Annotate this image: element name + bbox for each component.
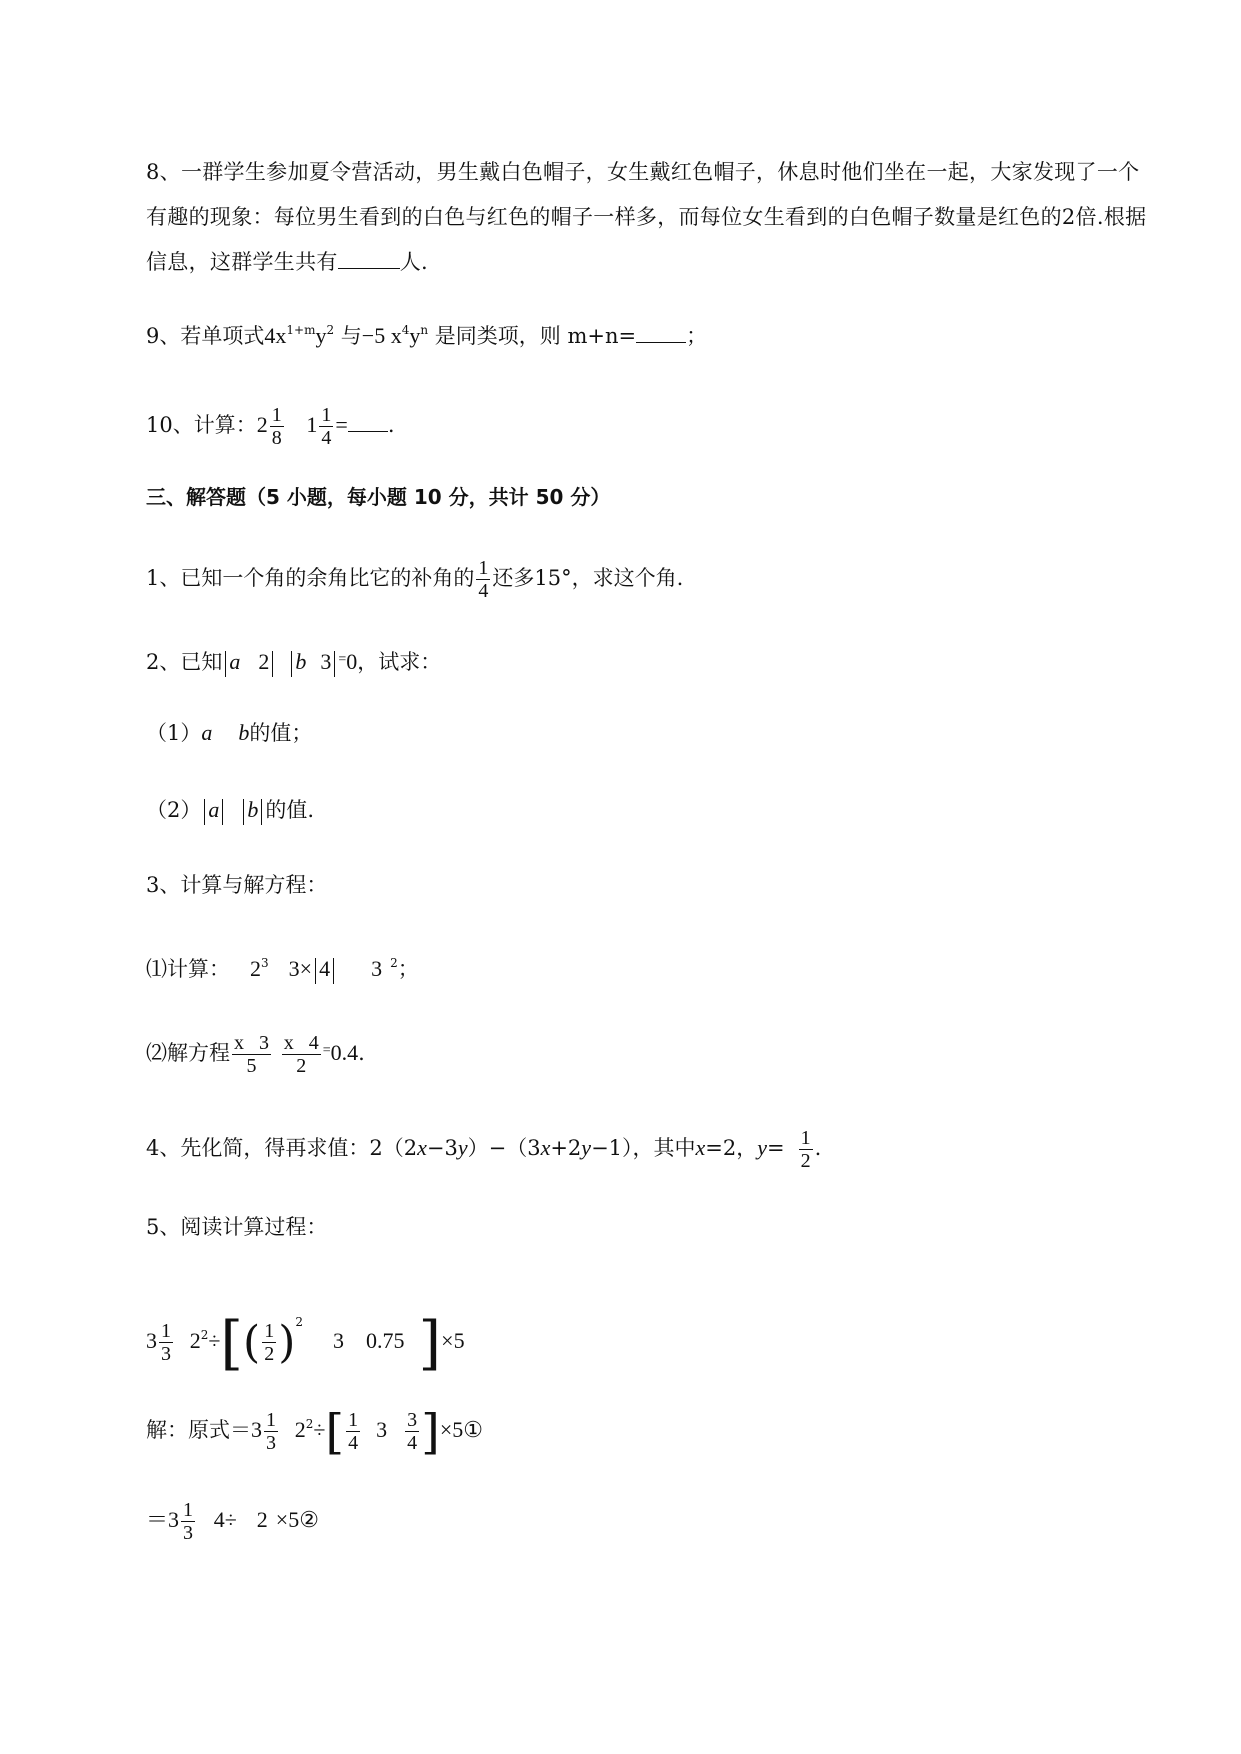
text-run: +2 bbox=[550, 1136, 582, 1160]
term-var: y bbox=[409, 323, 421, 348]
question-9-prefix: 9、若单项式 bbox=[146, 324, 265, 348]
fraction bbox=[232, 1032, 271, 1077]
part-label: ⑵解方程 bbox=[146, 1041, 230, 1065]
question-10-prefix: 10、计算： bbox=[146, 413, 257, 437]
exponent: 1+m bbox=[286, 323, 316, 337]
abs-bar bbox=[291, 651, 292, 677]
var-a: a bbox=[229, 649, 241, 674]
fraction bbox=[405, 1409, 419, 1454]
number: 0.75 bbox=[366, 1328, 405, 1353]
var-x: x bbox=[540, 1135, 551, 1160]
numerator: 1 bbox=[348, 1409, 359, 1431]
problem-4 bbox=[146, 1118, 821, 1178]
denominator: 8 bbox=[271, 427, 282, 449]
problem-3-part-1 bbox=[146, 948, 419, 984]
number: 3 bbox=[376, 1417, 388, 1442]
left-paren: ( bbox=[243, 1316, 261, 1368]
fraction bbox=[264, 1409, 278, 1454]
question-10 bbox=[146, 395, 395, 455]
question-8-tail: 人. bbox=[399, 250, 428, 274]
text-run: ×5① bbox=[439, 1417, 484, 1442]
problem-1-suffix: 还多15°，求这个角. bbox=[492, 566, 684, 590]
numerator: 1 bbox=[183, 1499, 194, 1521]
text-run: −3 bbox=[426, 1136, 458, 1160]
text-run: ）−（3 bbox=[467, 1136, 541, 1160]
solution-label: 解：原式＝ bbox=[146, 1418, 251, 1442]
problem-5-expression bbox=[146, 1282, 465, 1381]
numerator: 1 bbox=[800, 1127, 811, 1149]
question-8-text: 8、一群学生参加夏令营活动，男生戴白色帽子，女生戴红色帽子，休息时他们坐在一起，大家发现了一个有趣的现象：每位男生看到的白色与红色的帽子一样多，而每位女生看到的白色帽子数量是红色的2倍.根据信息，这群学生共有 bbox=[146, 160, 1147, 274]
text-run: . bbox=[814, 1136, 822, 1160]
exponent: 2 bbox=[390, 956, 398, 970]
numerator: 1 bbox=[321, 404, 332, 426]
number: 3 bbox=[333, 1328, 345, 1353]
part-label: ⑴计算： bbox=[146, 957, 230, 981]
question-10-tail: . bbox=[387, 413, 395, 437]
denominator: 4 bbox=[478, 580, 489, 602]
denominator: 4 bbox=[321, 427, 332, 449]
whole-part: 3 bbox=[146, 1328, 157, 1353]
exponent: 2 bbox=[305, 1417, 314, 1431]
divide-sign: ÷ bbox=[208, 1328, 221, 1353]
denominator: 5 bbox=[246, 1055, 257, 1077]
numerator: x 4 bbox=[283, 1032, 319, 1054]
question-9-mid: 与 bbox=[340, 324, 362, 348]
var-y: y bbox=[757, 1135, 768, 1160]
text-run: −1），其中 bbox=[591, 1136, 696, 1160]
part-tail: ； bbox=[397, 957, 419, 981]
whole-part: 2 bbox=[256, 412, 268, 437]
denominator: 2 bbox=[264, 1343, 275, 1365]
problem-2-prefix: 2、已知 bbox=[146, 650, 223, 674]
fraction bbox=[181, 1499, 195, 1544]
problem-2-part-1 bbox=[146, 718, 312, 748]
answer-blank bbox=[636, 324, 686, 343]
denominator: 3 bbox=[183, 1522, 194, 1544]
answer-blank bbox=[348, 413, 388, 432]
question-9-suffix: 是同类项，则 m+n= bbox=[434, 324, 637, 348]
text-run: 4、先化简，得再求值：2（2 bbox=[146, 1136, 418, 1160]
problem-2-suffix: ，试求： bbox=[357, 650, 442, 674]
exponent: 3 bbox=[261, 956, 269, 970]
abs-bar bbox=[204, 799, 205, 825]
part-tail: 的值； bbox=[249, 721, 313, 745]
exponent: 2 bbox=[200, 1328, 209, 1342]
denominator: 4 bbox=[407, 1432, 418, 1454]
problem-5-title: 5、阅读计算过程： bbox=[146, 1215, 328, 1239]
denominator: 2 bbox=[296, 1055, 307, 1077]
text-run: ×5 bbox=[441, 1328, 465, 1353]
var-b: b bbox=[238, 720, 250, 745]
problem-5-step-2 bbox=[146, 1488, 319, 1552]
var-b: b bbox=[295, 649, 307, 674]
exponent: 4 bbox=[401, 323, 410, 337]
abs-bar bbox=[333, 958, 334, 984]
left-bracket: [ bbox=[220, 1308, 244, 1377]
fraction bbox=[282, 1032, 321, 1077]
whole-part: 3 bbox=[251, 1417, 262, 1442]
number: 3 bbox=[371, 956, 383, 981]
abs-bar bbox=[261, 799, 262, 825]
fraction bbox=[319, 404, 333, 449]
numerator: 3 bbox=[407, 1409, 418, 1431]
fraction bbox=[159, 1320, 173, 1365]
denominator: 3 bbox=[266, 1432, 276, 1454]
fraction bbox=[476, 557, 490, 602]
number: 2 bbox=[258, 649, 270, 674]
var-y: y bbox=[581, 1135, 592, 1160]
text-run: =2， bbox=[705, 1136, 758, 1160]
problem-3-title: 3、计算与解方程： bbox=[146, 873, 328, 897]
text-run: ＝3 bbox=[146, 1507, 180, 1532]
right-bracket: ] bbox=[421, 1403, 440, 1460]
question-9 bbox=[146, 315, 707, 351]
text-run: 4÷ bbox=[213, 1507, 237, 1532]
numerator: 1 bbox=[478, 557, 489, 579]
part-tail: . bbox=[358, 1041, 365, 1065]
problem-3-part-2: ⑵解方程 $\frac{x 3}{5}$ $\frac{x 4}{2}$ =0.4. bbox=[146, 1032, 365, 1077]
number: 3 bbox=[320, 649, 332, 674]
abs-bar bbox=[334, 651, 335, 677]
number: 4 bbox=[319, 956, 331, 981]
question-8 bbox=[146, 150, 1156, 285]
numerator: 1 bbox=[271, 404, 282, 426]
right-bracket: ] bbox=[418, 1308, 442, 1377]
numerator: 1 bbox=[161, 1320, 171, 1342]
part-label: （1） bbox=[146, 721, 202, 745]
exponent: 2 bbox=[326, 323, 335, 337]
number: 2 bbox=[250, 956, 261, 981]
equals-sign: = bbox=[335, 412, 348, 437]
denominator: 3 bbox=[161, 1343, 171, 1365]
text-run: ×5② bbox=[275, 1507, 319, 1532]
number: 2 bbox=[256, 1507, 268, 1532]
number: 2 bbox=[189, 1328, 201, 1353]
fraction bbox=[262, 1320, 276, 1365]
denominator: 2 bbox=[800, 1150, 811, 1172]
numerator: 1 bbox=[266, 1409, 276, 1431]
problem-1-prefix: 1、已知一个角的余角比它的补角的 bbox=[146, 566, 475, 590]
problem-2-part-2 bbox=[146, 795, 314, 825]
abs-bar bbox=[225, 651, 226, 677]
section-heading: 三、解答题（5 小题，每小题 10 分，共计 50 分） bbox=[146, 485, 611, 509]
fraction bbox=[270, 404, 284, 449]
number: 0 bbox=[346, 649, 358, 674]
part-tail: 的值. bbox=[265, 798, 315, 822]
var-a: a bbox=[201, 720, 213, 745]
whole-part: 1 bbox=[306, 412, 318, 437]
answer-blank bbox=[338, 250, 400, 269]
left-bracket: [ bbox=[325, 1403, 345, 1460]
term-var: y bbox=[315, 323, 327, 348]
text-run: = bbox=[767, 1136, 785, 1160]
numerator: 1 bbox=[264, 1320, 275, 1342]
question-9-tail: ； bbox=[686, 324, 708, 348]
fraction bbox=[346, 1409, 360, 1454]
abs-bar bbox=[222, 799, 223, 825]
part-label: （2） bbox=[146, 798, 202, 822]
problem-5-solution bbox=[146, 1392, 483, 1462]
exponent: 2 bbox=[295, 1315, 304, 1329]
divide-sign: ÷ bbox=[313, 1417, 326, 1442]
abs-bar bbox=[272, 651, 273, 677]
problem-2: 2、已知 a 2 b 3 =0，试求： bbox=[146, 645, 441, 677]
term-coef: 4x bbox=[264, 323, 287, 348]
var-x: x bbox=[417, 1135, 427, 1160]
exponent: n bbox=[420, 323, 429, 337]
var-b: b bbox=[247, 797, 259, 822]
problem-1 bbox=[146, 548, 683, 608]
numerator: x 3 bbox=[234, 1032, 269, 1054]
var-x: x bbox=[695, 1135, 706, 1160]
abs-bar bbox=[315, 958, 316, 984]
term-coef: −5 x bbox=[361, 323, 402, 348]
var-a: a bbox=[208, 797, 220, 822]
abs-bar bbox=[243, 799, 244, 825]
number: 2 bbox=[294, 1417, 306, 1442]
fraction bbox=[799, 1127, 813, 1172]
denominator: 4 bbox=[348, 1432, 359, 1454]
number: 0.4 bbox=[330, 1040, 359, 1065]
number: 3× bbox=[288, 956, 313, 981]
right-paren: ) bbox=[278, 1316, 296, 1368]
var-y: y bbox=[457, 1135, 468, 1160]
